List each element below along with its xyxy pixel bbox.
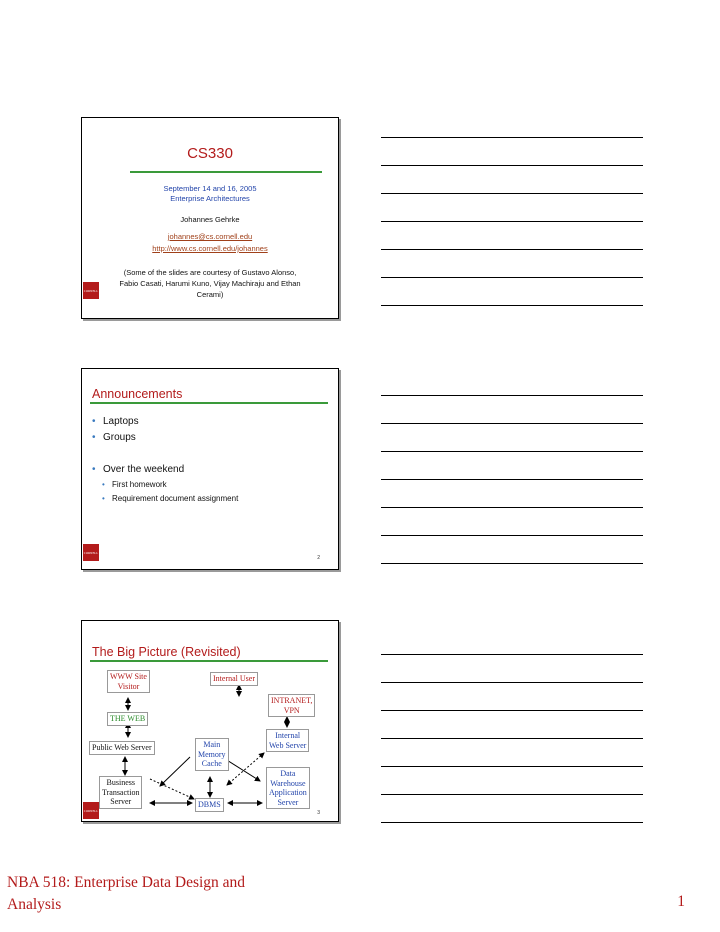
- slide-number: 2: [317, 555, 320, 561]
- notes-line: [381, 535, 643, 536]
- slide-title: The Big Picture (Revisited): [92, 645, 241, 659]
- bullet-item: • Groups: [92, 432, 238, 448]
- notes-line: [381, 563, 643, 564]
- public-web-server-box: Public Web Server: [89, 741, 155, 755]
- notes-line: [381, 137, 643, 138]
- bullet-item: • Over the weekend: [92, 464, 238, 480]
- slide-3: [81, 620, 339, 822]
- notes-line: [381, 165, 643, 166]
- notes-line: [381, 822, 643, 823]
- notes-line: [381, 766, 643, 767]
- arrow-business-dbms-dotted: [150, 779, 194, 799]
- sub-bullet-item: • Requirement document assignment: [92, 494, 238, 508]
- intranet-vpn-box: INTRANET, VPN: [268, 694, 315, 717]
- cornell-logo: CORNELL: [83, 282, 99, 299]
- notes-line: [381, 479, 643, 480]
- credit-line-1: (Some of the slides are courtesy of Gustavo Alonso,: [123, 268, 297, 277]
- credit-line-3: Cerami): [196, 290, 224, 299]
- notes-line: [381, 305, 643, 306]
- notes-line: [381, 738, 643, 739]
- slide-date: September 14 and 16, 2005: [163, 184, 257, 193]
- bullet-item: • Laptops: [92, 416, 238, 432]
- notes-line: [381, 221, 643, 222]
- notes-line: [381, 395, 643, 396]
- slide-2: [81, 368, 339, 570]
- business-transaction-box: Business Transaction Server: [99, 776, 142, 809]
- notes-line: [381, 277, 643, 278]
- cornell-logo: CORNELL: [83, 802, 99, 819]
- slide-topic: Enterprise Architectures: [170, 194, 250, 203]
- title-rule: [130, 171, 322, 173]
- footer-line-1: NBA 518: Enterprise Data Design and: [7, 874, 246, 891]
- notes-line: [381, 507, 643, 508]
- the-web-box: THE WEB: [107, 712, 148, 726]
- cornell-logo: CORNELL: [83, 544, 99, 561]
- main-memory-cache-box: Main Memory Cache: [195, 738, 229, 771]
- page-number: 1: [677, 893, 685, 910]
- page-footer: [7, 872, 245, 916]
- notes-line: [381, 423, 643, 424]
- author-name: Johannes Gehrke: [180, 215, 240, 224]
- dbms-box: DBMS: [195, 798, 224, 812]
- slide-title: Announcements: [92, 387, 183, 401]
- sub-bullet-item: • First homework: [92, 480, 238, 494]
- internal-web-server-box: Internal Web Server: [266, 729, 309, 752]
- notes-line: [381, 794, 643, 795]
- slide-title: CS330: [187, 145, 233, 162]
- slide-1: [81, 117, 339, 319]
- notes-line: [381, 682, 643, 683]
- notes-line: [381, 451, 643, 452]
- www-site-visitor-box: WWW Site Visitor: [107, 670, 150, 693]
- data-warehouse-box: Data Warehouse Application Server: [266, 767, 310, 809]
- notes-line: [381, 710, 643, 711]
- internal-user-box: Internal User: [210, 672, 258, 686]
- footer-line-2: Analysis: [7, 896, 62, 913]
- title-rule: [90, 402, 328, 404]
- notes-line: [381, 249, 643, 250]
- notes-line: [381, 654, 643, 655]
- slide-number: 3: [317, 810, 320, 816]
- author-url-link[interactable]: http://www.cs.cornell.edu/johannes: [152, 244, 268, 253]
- arrow-cache-business: [160, 757, 190, 786]
- credit-line-2: Fabio Casati, Harumi Kuno, Vijay Machiraju and Ethan: [119, 279, 301, 288]
- notes-line: [381, 193, 643, 194]
- bullet-list: [92, 416, 238, 508]
- author-email-link[interactable]: johannes@cs.cornell.edu: [167, 232, 253, 241]
